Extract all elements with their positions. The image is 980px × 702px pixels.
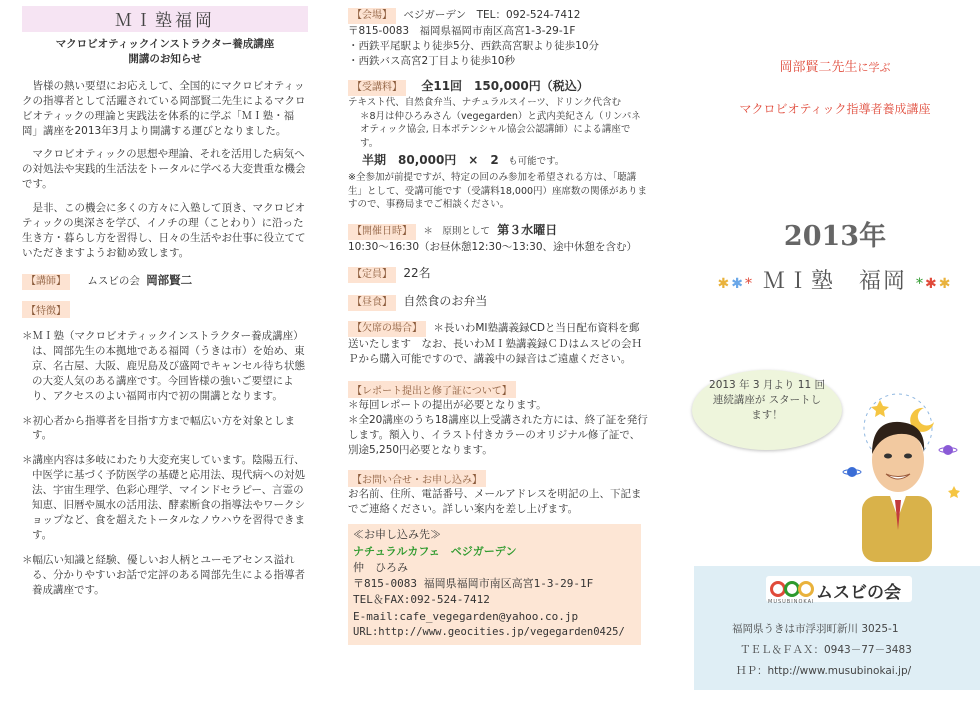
intro-paragraph-2: マクロビオティックの思想や理論、それを活用した病気への対処法や実践的生活法をトータルに学べる大変貴重な機会です。 [22, 148, 306, 191]
apply-tel: TEL＆FAX:092-524-7412 [353, 593, 490, 607]
org-tel: ＴＥＬ＆ＦＡＸ：0943－77－3483 [740, 644, 912, 656]
fee-includes: テキスト代、自然食弁当、ナチュラルスイーツ、ドリンク代含む [348, 97, 622, 109]
apply-address: 〒815-0083 福岡県福岡市南区高宮1-3-29-1F [353, 577, 594, 591]
subtitle-notice: 開講のお知らせ [128, 52, 202, 65]
subtitle: マクロビオティックインストラクター養成講座 [55, 38, 275, 50]
org-website[interactable]: ＨＰ：http://www.musubinokai.jp/ [736, 665, 912, 677]
lecturer-org: ムスビの会 [87, 274, 140, 287]
bubble-text: 2013 年 3 月より 11 回連続講座が スタートします！ [709, 379, 825, 422]
year-heading: 2013年 [783, 221, 887, 252]
venue-tag: 【会場】 [348, 8, 396, 24]
star-icon: * [916, 276, 925, 292]
intro-paragraph: 皆様の熱い要望にお応えして、全国的にマクロビオティックの指導者として活躍されている岡部賢二先生によるマクロビオティックの理論と実践法を体系的に学ぶ「ＭＩ塾・福岡」講座を2013年3月より開講する運びとなりました。 [22, 79, 306, 137]
lunch-value: 自然食のお弁当 [403, 293, 488, 308]
feature-item: ＊講座内容は多岐にわたり大変充実しています。陰陽五行、中医学に基づく予防医学の基礎と応用法、現代病への対処法、宇宙生理学、色彩心理学、マインドセラピー、言霊の知恵、旧暦や風水の活用法、酵素断食の指導法やワークショップなど、食を超えたトータルなノウハウを習得できます。 [22, 454, 305, 541]
feature-item: ＊初心者から指導者を目指す方まで幅広い方を対象とします。 [22, 414, 295, 442]
report-item: ＊毎回レポートの提出が必要となります。 [348, 398, 547, 411]
apply-name: ナチュラルカフェ ベジガーデン [353, 544, 517, 558]
star-icon: * [744, 276, 754, 292]
star-icon: ✱ [925, 276, 939, 292]
lecturer-line [22, 272, 308, 290]
capacity-tag: 【定員】 [348, 267, 396, 283]
learn-from-heading [690, 56, 980, 75]
lecturer-tag: 【講師】 [22, 274, 70, 290]
venue-access-bus: ・西鉄バス高宮2丁目より徒歩10秒 [348, 55, 516, 67]
features-tag: 【特徴】 [22, 301, 70, 318]
school-name: ＭＩ塾 福岡 [762, 269, 907, 294]
report-item: ＊全20講座のうち18講座以上受講された方には、終了証を発行します。額入り、イラスト付きカラーのオリジナル修了証で、別途5,250円必要となります。 [348, 413, 648, 456]
fee-august-note: ＊8月は仲ひろみさん（vegegarden）と武内美紀さん（リンパネオティック協会, 日本ポテンシャル協会公認講師）による講座です。 [360, 110, 641, 149]
fee-line [348, 78, 648, 96]
venue-line [348, 8, 648, 24]
lunch-tag: 【昼食】 [348, 295, 396, 311]
intro-paragraph-3: 是非、この機会に多くの方々に入塾して頂き、マクロビオティックの奥深さを学び、イノチの理（ことわり）に沿った生き方・暮らし方を習得し、日々の生活やお仕事に役立てていただきますようお勧め致します。 [22, 202, 306, 259]
apply-email[interactable]: E-mail:cafe_vegegarden@yahoo.co.jp [353, 609, 579, 623]
capacity-value: 22名 [403, 265, 431, 280]
date-line [348, 222, 648, 240]
course-name: マクロビオティック指導者養成講座 [739, 102, 931, 116]
application-box [348, 524, 641, 644]
date-main: 第３水曜日 [497, 222, 558, 237]
absence-text: ＊長いわMI塾講義録CDと当日配布資料を郵送いたします なお、長いわＭＩ塾講義録ＣＤはムスビの会ＨＰから購入可能ですので、講義中の録音はご遠慮ください。 [348, 321, 642, 366]
venue-name: ベジガーデン TEL：092-524-7412 [403, 9, 581, 21]
apply-header: ≪お申し込み先≫ [353, 528, 441, 542]
date-prefix: ＊ 原則として [423, 225, 490, 237]
feature-item: ＊幅広い知識と経験、優しいお人柄とユーモアセンス溢れる、分かりやすいお話で定評のある岡部先生による指導者養成講座です。 [22, 553, 305, 596]
lecturer-name: 岡部賢二 [146, 272, 193, 287]
absence-tag: 【欠席の場合】 [348, 321, 426, 337]
fee-half-note: も可能です。 [508, 156, 565, 168]
left-column [22, 0, 308, 597]
teacher-illustration-icon [840, 390, 968, 562]
apply-url[interactable]: URL:http://www.geocities.jp/vegegarden0425/ [353, 626, 625, 639]
fee-tag: 【受講料】 [348, 80, 406, 96]
org-address: 福岡県うきは市浮羽町新川 3025-1 [732, 623, 899, 635]
absence-line [348, 321, 648, 367]
apply-person: 仲 ひろみ [353, 560, 408, 574]
logo [766, 576, 912, 605]
page-title: ＭＩ塾福岡 [22, 6, 308, 32]
fee-half-line [362, 152, 648, 169]
venue-address: 〒815-0083 福岡県福岡市南区高宮1-3-29-1F [348, 25, 576, 38]
learn-suffix: に学ぶ [857, 61, 891, 74]
fee-half: 半期 80,000円 × 2 [362, 153, 499, 168]
report-tag: 【レポート提出と修了証について】 [348, 381, 516, 398]
star-icon: ✱ [938, 276, 953, 292]
logo-text: ムスビの会 [816, 583, 901, 603]
teacher-name: 岡部賢二先生 [779, 60, 858, 75]
school-heading [690, 264, 980, 295]
fee-amount: 全11回 150,000円（税込） [421, 78, 589, 93]
organization-box [694, 566, 980, 690]
middle-column [348, 8, 648, 645]
star-icon: ✱ [717, 276, 732, 292]
star-icon: ✱ [731, 276, 745, 292]
contact-text: お名前、住所、電話番号、メールアドレスを明記の上、下記までご連絡ください。詳しい案内を差し上げます。 [348, 487, 642, 515]
capacity-line [348, 265, 648, 283]
date-tag: 【開催日時】 [348, 224, 416, 240]
feature-item: ＊ＭＩ塾（マクロビオティックインストラクター養成講座）は、岡部先生の本拠地である福岡（うきは市）を始め、東京、名古屋、大阪、鹿児島及び盛岡でキャンセル待ち状態の大変人気のある講座です。今回皆様の強いご要望により、アクセスのよい福岡市内で初の開講となります。 [22, 329, 305, 402]
logo-subtext: MUSUBINOKAI [768, 599, 815, 605]
contact-tag: 【お問い合せ・お申し込み】 [348, 470, 486, 487]
lunch-line [348, 293, 648, 311]
fee-auditor-note: ※全参加が前提ですが、特定の回のみ参加を希望される方は、「聴講生」として、受講可能です（受講料18,000円）座席数の関係がありますので、事務局までご相談ください。 [348, 172, 648, 211]
date-time: 10:30〜16:30（お昼休憩12:30〜13:30、途中休憩を含む） [348, 240, 638, 253]
venue-access: ・西鉄平尾駅より徒歩5分、西鉄高宮駅より徒歩10分 [348, 40, 600, 53]
logo-ring-icon [798, 581, 814, 597]
